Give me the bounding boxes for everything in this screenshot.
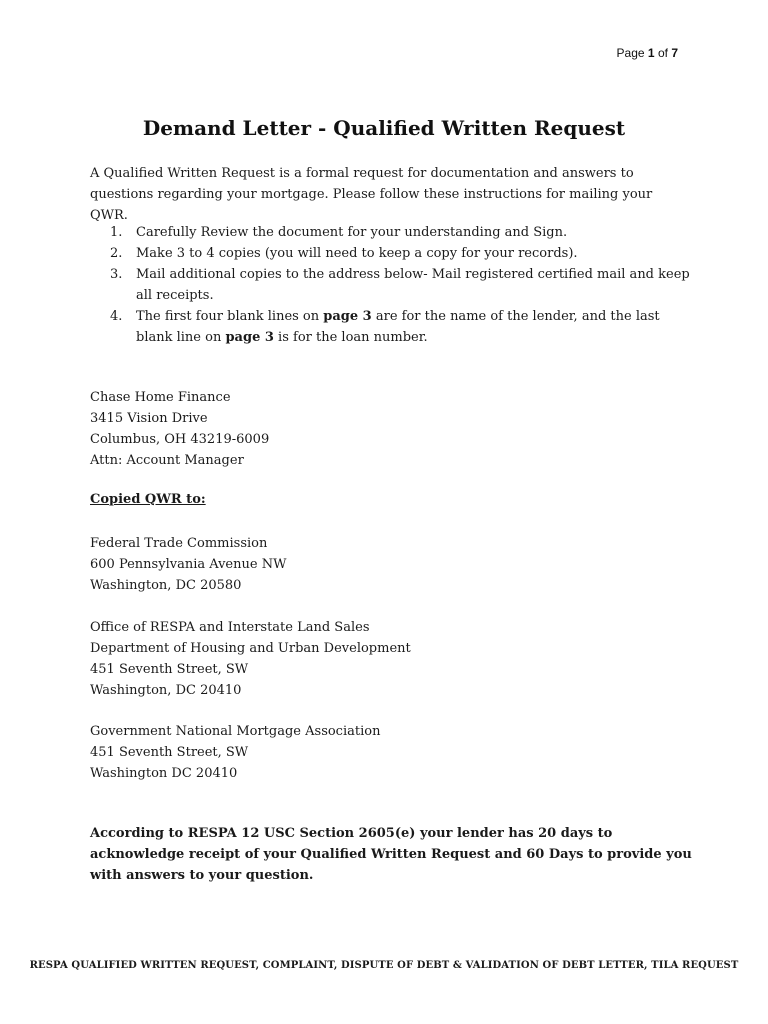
list-item-number: 1. xyxy=(110,225,123,240)
copy-address-ftc xyxy=(90,533,286,596)
list-item-text-part: The first four blank lines on xyxy=(136,309,324,324)
list-item-bold-ref: page 3 xyxy=(323,309,372,324)
lender-address xyxy=(90,387,269,471)
address-line: 451 Seventh Street, SW xyxy=(90,745,249,760)
list-item-text: Make 3 to 4 copies (you will need to keep a copy for your records). xyxy=(136,246,578,261)
intro-paragraph: A Qualified Written Request is a formal request for documentation and answers to questions regarding your mortgage. Please follow these instructions for mailing your QWR. xyxy=(90,166,653,223)
address-line: 451 Seventh Street, SW xyxy=(90,662,249,677)
list-item xyxy=(90,306,690,348)
address-line: Department of Housing and Urban Development xyxy=(90,641,411,656)
respa-notice: According to RESPA 12 USC Section 2605(e) your lender has 20 days to acknowledge receipt of your Qualified Written Request and 60 Days to provide you with answers to your question. xyxy=(90,826,692,883)
list-item-number: 2. xyxy=(110,246,123,261)
list-item xyxy=(90,222,690,243)
address-line: Chase Home Finance xyxy=(90,390,231,405)
list-item-text-part: is for the loan number. xyxy=(273,330,428,345)
address-line: Attn: Account Manager xyxy=(90,453,244,468)
list-item-text: Carefully Review the document for your understanding and Sign. xyxy=(136,225,568,240)
address-line: Federal Trade Commission xyxy=(90,536,268,551)
address-line: Washington DC 20410 xyxy=(90,766,238,781)
address-line: Columbus, OH 43219-6009 xyxy=(90,432,270,447)
page-number xyxy=(617,46,678,60)
page-number-current: 1 xyxy=(647,46,655,60)
address-line: Washington, DC 20580 xyxy=(90,578,242,593)
address-line: Government National Mortgage Association xyxy=(90,724,381,739)
copy-address-respa xyxy=(90,617,411,701)
address-line: 3415 Vision Drive xyxy=(90,411,208,426)
list-item xyxy=(90,243,690,264)
list-item-text-part: are for the name of the lender, and the last blank line on xyxy=(136,309,660,345)
page-number-total: 7 xyxy=(671,46,678,60)
address-line: Office of RESPA and Interstate Land Sales xyxy=(90,620,370,635)
list-item-text: Mail additional copies to the address below- Mail registered certified mail and keep all receipts. xyxy=(136,267,690,303)
page-number-prefix: Page xyxy=(616,46,645,60)
address-line: 600 Pennsylvania Avenue NW xyxy=(90,557,287,572)
instructions-list xyxy=(90,222,690,348)
address-line: Washington, DC 20410 xyxy=(90,683,242,698)
list-item-bold-ref: page 3 xyxy=(225,330,274,345)
list-item xyxy=(90,264,690,306)
page-footer: RESPA QUALIFIED WRITTEN REQUEST, COMPLAINT, DISPUTE OF DEBT & VALIDATION OF DEBT LETTER, TILA REQUEST xyxy=(29,960,739,971)
list-item-number: 3. xyxy=(110,267,123,282)
copied-heading: Copied QWR to: xyxy=(90,492,206,507)
list-item-number: 4. xyxy=(110,309,123,324)
page-number-of: of xyxy=(657,46,668,60)
copy-address-ginnie-mae xyxy=(90,721,380,784)
document-title: Demand Letter - Qualified Written Request xyxy=(142,116,626,140)
